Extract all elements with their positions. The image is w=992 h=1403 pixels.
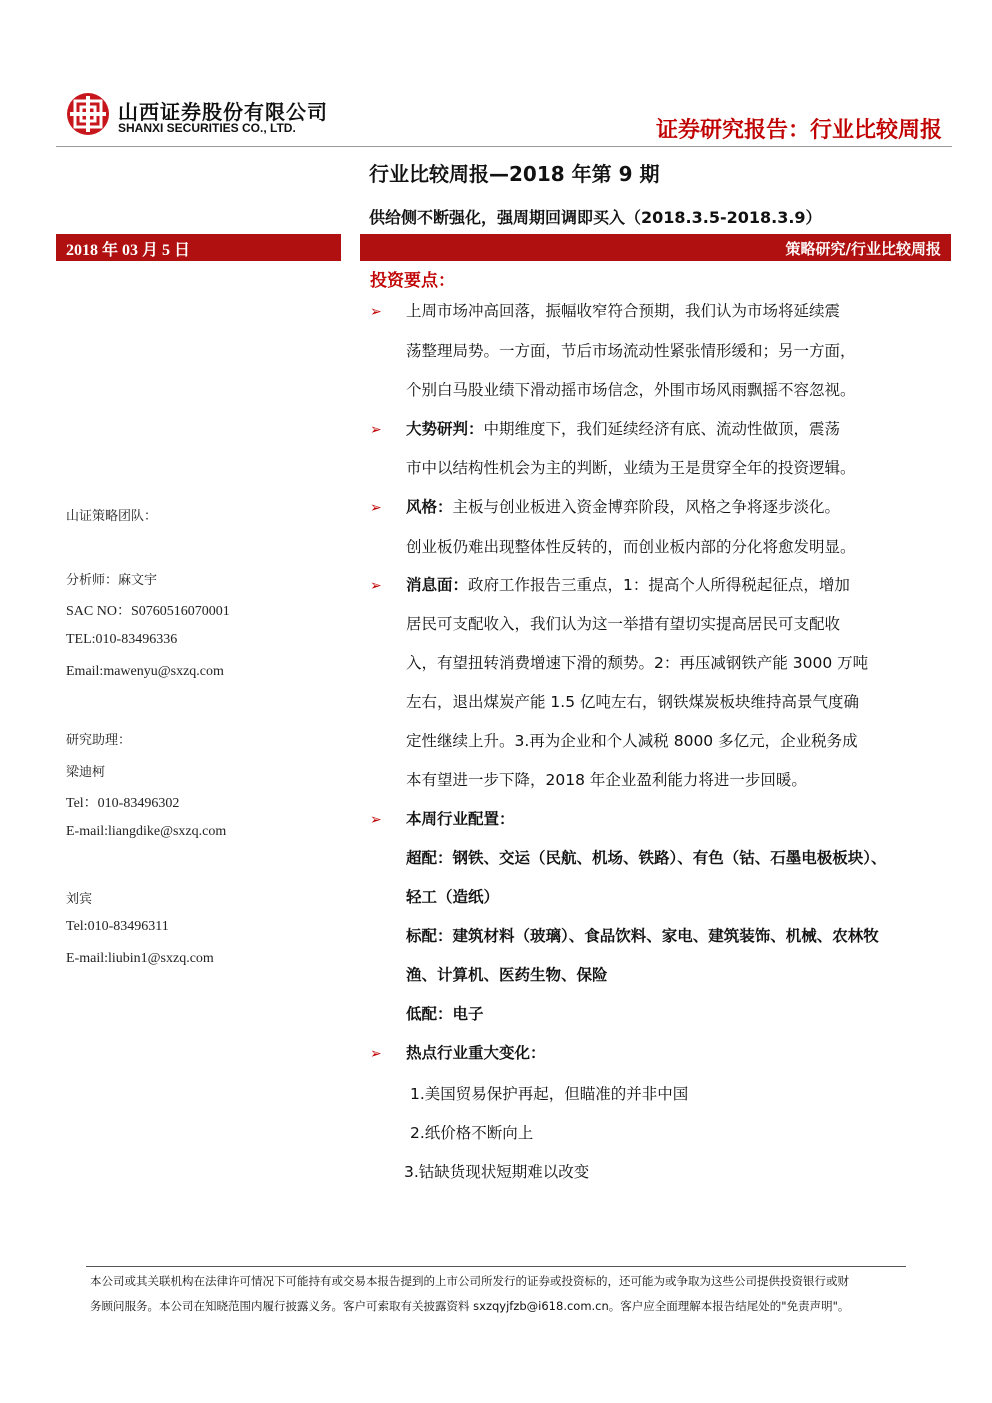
p1-line: 上周市场冲高回落，振幅收窄符合预期，我们认为市场将延续震 xyxy=(406,302,841,320)
p2-line: 市中以结构性机会为主的判断，业绩为王是贯穿全年的投资逻辑。 xyxy=(406,459,856,477)
analyst-email[interactable]: Email:mawenyu@sxzq.com xyxy=(66,664,224,679)
alloc-line: 轻工（造纸） xyxy=(406,888,500,906)
assistant2-tel: Tel:010-83496311 xyxy=(66,919,169,934)
p4-line: 定性继续上升。3.再为企业和个人减税 8000 多亿元，企业税务成 xyxy=(406,732,858,750)
company-logo xyxy=(66,92,110,136)
assistant1-email[interactable]: E-mail:liangdike@sxzq.com xyxy=(66,824,227,839)
header-divider xyxy=(56,146,952,147)
bullet-icon: ➢ xyxy=(370,1046,382,1062)
analyst-name: 分析师：麻文宇 xyxy=(66,573,158,588)
analyst-tel: TEL:010-83496336 xyxy=(66,632,178,647)
p4-line: 居民可支配收入，我们认为这一举措有望切实提高居民可支配收 xyxy=(406,615,841,633)
assistant1-tel: Tel：010-83496302 xyxy=(66,796,180,811)
category-bar xyxy=(360,234,951,261)
p2-first-line xyxy=(406,419,942,439)
p3-text: 主板与创业板进入资金博弈阶段，风格之争将逐步淡化。 xyxy=(452,498,841,516)
bullet-icon: ➢ xyxy=(370,422,382,438)
report-category: 策略研究/行业比较周报 xyxy=(785,240,941,258)
report-title: 行业比较周报—2018 年第 9 期 xyxy=(369,162,660,186)
team-label: 山证策略团队： xyxy=(66,509,158,524)
analyst-sac: SAC NO：S0760516070001 xyxy=(66,604,230,619)
report-date: 2018 年 03 月 5 日 xyxy=(66,242,191,259)
footer-disclaimer-line: 务顾问服务。本公司在知晓范围内履行披露义务。客户可索取有关披露资料 sxzqyjfzb@i618.com.cn。客户应全面理解本报告结尾处的"免责声明"。 xyxy=(90,1299,850,1313)
hot-item: 3.钴缺货现状短期难以改变 xyxy=(404,1163,590,1181)
p4-line: 本有望进一步下降，2018 年企业盈利能力将进一步回暖。 xyxy=(406,771,807,789)
assistant2-email[interactable]: E-mail:liubin1@sxzq.com xyxy=(66,951,214,966)
hot-item: 1.美国贸易保护再起，但瞄准的并非中国 xyxy=(410,1085,689,1103)
p4-line: 入，有望扭转消费增速下滑的颓势。2：再压减钢铁产能 3000 万吨 xyxy=(406,654,869,672)
p6-label: 热点行业重大变化： xyxy=(406,1044,546,1062)
p4-first-line xyxy=(406,575,942,595)
p2-label: 大势研判： xyxy=(406,420,484,438)
footer-divider xyxy=(86,1266,906,1267)
p3-label: 风格： xyxy=(406,498,453,516)
p1-line: 荡整理局势。一方面，节后市场流动性紧张情形缓和；另一方面， xyxy=(406,342,856,360)
alloc-line: 超配：钢铁、交运（民航、机场、铁路）、有色（钴、石墨电极板块）、 xyxy=(406,849,887,867)
p5-label: 本周行业配置： xyxy=(406,810,515,828)
section-title: 投资要点： xyxy=(370,271,455,291)
p3-first-line xyxy=(406,497,942,517)
footer-disclaimer-line: 本公司或其关联机构在法律许可情况下可能持有或交易本报告提到的上市公司所发行的证券或投资标的，还可能为或争取为这些公司提供投资银行或财 xyxy=(90,1274,849,1288)
p4-label: 消息面： xyxy=(406,576,469,594)
bullet-icon: ➢ xyxy=(370,500,382,516)
hot-item: 2.纸价格不断向上 xyxy=(410,1124,534,1142)
assistant1-name: 梁迪柯 xyxy=(66,765,106,780)
alloc-line: 低配：电子 xyxy=(406,1005,484,1023)
assistant-label: 研究助理： xyxy=(66,733,132,748)
alloc-line: 标配：建筑材料（玻璃）、食品饮料、家电、建筑装饰、机械、农林牧 xyxy=(406,927,879,945)
company-name-en: SHANXI SECURITIES CO., LTD. xyxy=(118,121,296,135)
p1-line: 个别白马股业绩下滑动摇市场信念，外围市场风雨飘摇不容忽视。 xyxy=(406,381,856,399)
bullet-icon: ➢ xyxy=(370,578,382,594)
report-subtitle: 供给侧不断强化，强周期回调即买入（2018.3.5-2018.3.9） xyxy=(369,208,822,227)
report-type: 证券研究报告：行业比较周报 xyxy=(655,118,942,143)
p2-text: 中期维度下，我们延续经济有底、流动性做顶，震荡 xyxy=(483,420,841,438)
p4-line: 左右，退出煤炭产能 1.5 亿吨左右，钢铁煤炭板块维持高景气度确 xyxy=(406,693,860,711)
bullet-icon: ➢ xyxy=(370,304,382,320)
company-name-cn: 山西证券股份有限公司 xyxy=(118,100,328,124)
assistant2-name: 刘宾 xyxy=(66,892,93,907)
alloc-line: 渔、计算机、医药生物、保险 xyxy=(406,966,608,984)
date-bar xyxy=(56,234,341,261)
bullet-icon: ➢ xyxy=(370,812,382,828)
p3-line: 创业板仍难出现整体性反转的，而创业板内部的分化将愈发明显。 xyxy=(406,538,856,556)
p4-text: 政府工作报告三重点，1：提高个人所得税起征点，增加 xyxy=(468,576,850,594)
